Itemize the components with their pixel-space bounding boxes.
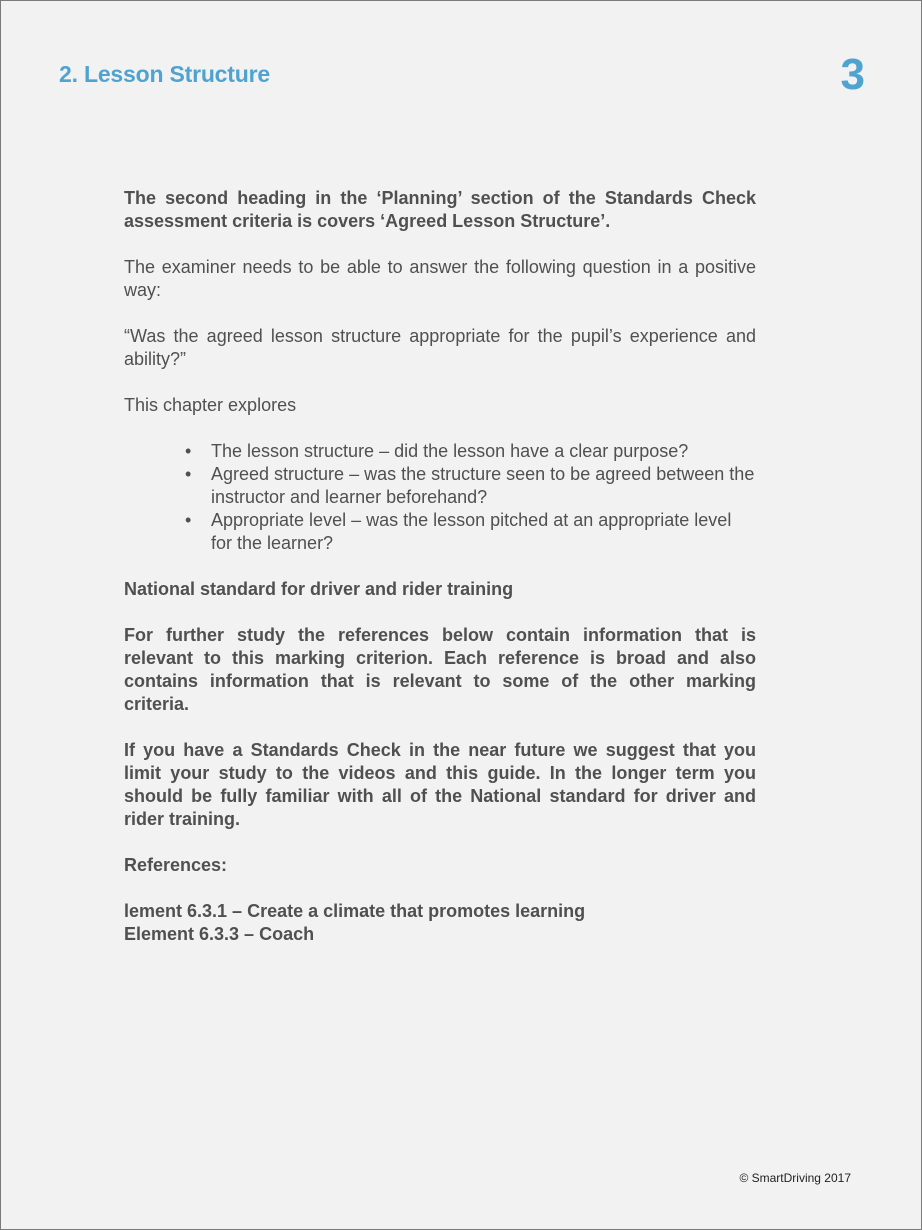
advice-paragraph: If you have a Standards Check in the near future we suggest that you limit your study to the videos and this guide. In the longer term you should be fully familiar with all of the National standard for driver and rider training. — [124, 740, 756, 829]
list-item-text: Agreed structure – was the structure seen to be agreed between the instructor and learner beforehand? — [211, 464, 755, 507]
chapter-title: 2. Lesson Structure — [59, 61, 270, 87]
list-item — [185, 509, 756, 555]
explores-paragraph: This chapter explores — [124, 395, 297, 415]
bullet-icon: • — [185, 464, 192, 484]
list-item — [185, 463, 756, 509]
examiner-paragraph: The examiner needs to be able to answer the following question in a positive way: — [124, 257, 756, 300]
reference-item: lement 6.3.1 – Create a climate that promotes learning — [124, 901, 586, 921]
bullet-icon: • — [185, 441, 192, 461]
list-item-text: Appropriate level – was the lesson pitched at an appropriate level for the learner? — [211, 510, 732, 553]
list-item — [185, 440, 756, 463]
list-item-text: The lesson structure – did the lesson have a clear purpose? — [211, 441, 689, 461]
references-heading: References: — [124, 855, 228, 875]
chapter-content — [124, 187, 756, 946]
references-list — [124, 900, 756, 946]
reference-item: Element 6.3.3 – Coach — [124, 924, 315, 944]
bullet-list — [124, 440, 756, 555]
national-standard-heading: National standard for driver and rider training — [124, 579, 514, 599]
intro-paragraph: The second heading in the ‘Planning’ section of the Standards Check assessment criteria is covers ‘Agreed Lesson Structure’. — [124, 188, 756, 231]
document-page — [1, 1, 921, 1229]
copyright-footer: © SmartDriving 2017 — [739, 1171, 851, 1185]
bullet-icon: • — [185, 510, 192, 530]
chapter-number: 3 — [840, 50, 865, 99]
question-paragraph: “Was the agreed lesson structure appropriate for the pupil’s experience and ability?” — [124, 326, 756, 369]
further-study-paragraph: For further study the references below contain information that is relevant to this marking criterion. Each reference is broad and also contains information that is relevant to some of the other marking criteria. — [124, 625, 756, 714]
